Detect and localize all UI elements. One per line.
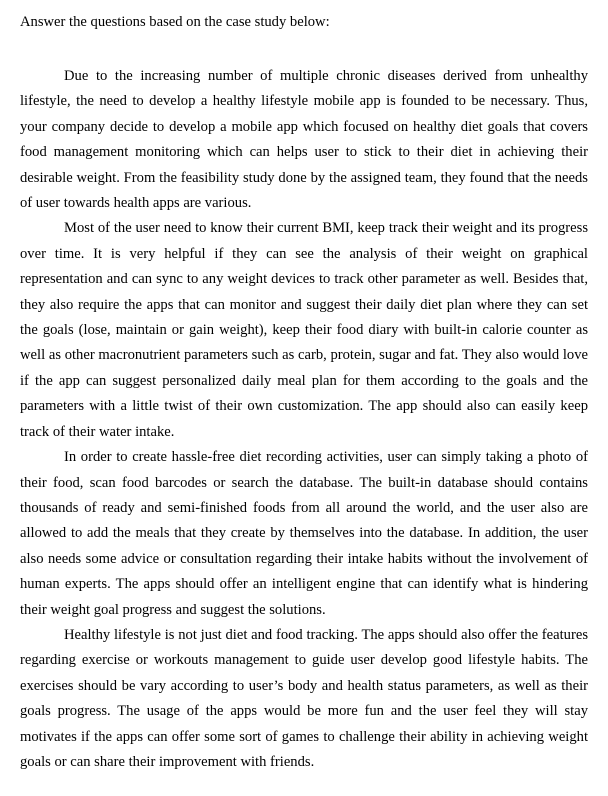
case-study-paragraph-4: Healthy lifestyle is not just diet and food tracking. The apps should also offer the features regarding exercise or workouts management to guide user develop good lifestyle habits. The exercises should be vary according to user’s body and health status parameters, as well as their goals progress. The usage of the apps would be more fun and the user feel they will stay motivates if the apps can offer some sort of games to challenge their ability in achieving weight goals or can share their improvement with friends. xyxy=(20,626,588,770)
case-study-paragraph-1: Due to the increasing number of multiple chronic diseases derived from unhealthy lifestyle, the need to develop a healthy lifestyle mobile app is founded to be necessary. Thus, your company decide to develop a mobile app which focused on healthy diet goals that covers food management monitoring which can helps user to stick to their diet in achieving their desirable weight. From the feasibility study done by the assigned team, they found that the needs of user towards health apps are various. xyxy=(20,68,588,212)
instruction-heading: Answer the questions based on the case study below: xyxy=(20,14,330,30)
case-study-paragraph-3: In order to create hassle-free diet recording activities, user can simply taking a photo of their food, scan food barcodes or search the database. The built-in database should contains thousands of ready and semi-finished foods from all around the world, and the user also are allowed to add the meals that they create by themselves into the database. In addition, the user also needs some advice or consultation regarding their intake habits without the involvement of human experts. The apps should offer an intelligent engine that can identify what is hindering their weight goal progress and suggest the solutions. xyxy=(20,449,588,618)
case-study-paragraph-2: Most of the user need to know their current BMI, keep track their weight and its progress over time. It is very helpful if they can see the analysis of their weight on graphical representation and can sync to any weight devices to track other parameter as well. Besides that, they also require the apps that can monitor and suggest their daily diet plan where they can set the goals (lose, maintain or gain weight), keep their food diary with built-in calorie counter as well as other macronutrient parameters such as carb, protein, sugar and fat. They also would love if the app can suggest personalized daily meal plan for them according to the goals and the parameters with a little twist of their own customization. The app should also can easily keep track of their water intake. xyxy=(20,220,588,440)
